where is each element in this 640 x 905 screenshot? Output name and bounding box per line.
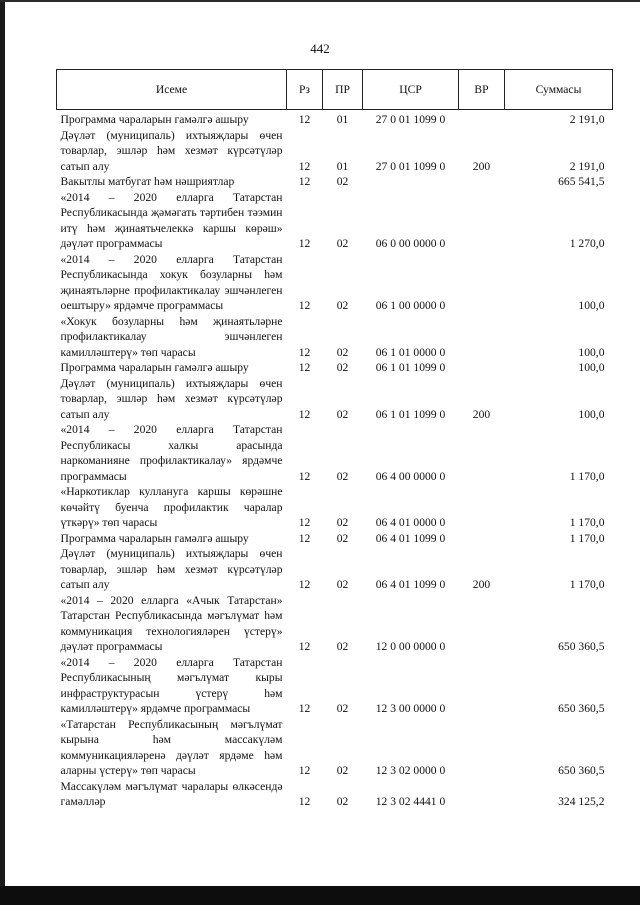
row-sum: 650 360,5	[558, 702, 605, 715]
scan-left-edge	[0, 0, 5, 905]
row-vr	[459, 593, 505, 655]
row-csr: 12 3 02 0000 0	[375, 764, 446, 777]
row-vr	[459, 422, 505, 484]
header-pr: ПР	[323, 70, 363, 110]
row-pr: 02	[336, 764, 349, 777]
row-rz: 12	[298, 345, 311, 359]
row-name: «2014 – 2020 елларга Татарстан Республикасының мәгълүмат кыры инфраструктурасын үстерү һәм камилләштерү» ярдәмче программасы	[60, 655, 283, 715]
row-vr	[459, 252, 505, 314]
table-row	[57, 314, 613, 361]
row-vr	[459, 779, 505, 810]
row-pr: 02	[336, 361, 349, 374]
row-rz: 12	[298, 516, 311, 529]
table-row	[57, 376, 613, 423]
row-csr	[363, 174, 459, 190]
row-vr: 200	[472, 578, 491, 591]
row-pr: 02	[336, 578, 349, 591]
row-csr: 06 4 00 0000 0	[375, 469, 446, 483]
row-name: «Татарстан Республикасының мәгълүмат кырына һәм массакүләм коммуникацияләренә дәүләт ярдәме һәм аларны үстерү» төп чарасы	[60, 717, 283, 777]
page-number: 442	[310, 41, 330, 56]
row-pr: 02	[336, 299, 349, 312]
row-sum: 2 191,0	[569, 113, 605, 126]
row-vr	[459, 655, 505, 717]
row-csr: 12 3 00 0000 0	[375, 702, 446, 715]
row-vr	[459, 110, 505, 128]
row-csr: 06 4 01 1099 0	[375, 531, 446, 545]
row-rz: 12	[298, 175, 311, 188]
row-rz: 12	[298, 159, 311, 173]
scan-top-edge	[0, 0, 640, 2]
row-pr: 02	[336, 795, 349, 808]
row-pr: 02	[336, 175, 349, 188]
row-vr	[459, 484, 505, 531]
row-name: «2014 – 2020 елларга Татарстан Республикасында хокук бозуларны һәм җинаятьләрне профилактикалау эшчәнлеген оештыру» ярдәмче программасы	[60, 252, 283, 312]
table-row	[57, 655, 613, 717]
row-pr: 01	[336, 113, 349, 126]
row-pr: 02	[336, 702, 349, 715]
table-row	[57, 110, 613, 128]
row-rz: 12	[298, 764, 311, 777]
table-row	[57, 422, 613, 484]
row-pr: 02	[336, 640, 349, 653]
row-vr	[459, 174, 505, 190]
row-csr: 06 0 00 0000 0	[375, 237, 446, 250]
row-sum: 1 170,0	[569, 469, 605, 483]
row-sum: 1 170,0	[569, 516, 605, 529]
row-rz: 12	[298, 469, 311, 483]
row-sum: 1 270,0	[569, 237, 605, 250]
row-name: Массакүләм мәгълүмат чаралары өлкәсендә гамәлләр	[60, 779, 283, 808]
row-vr	[459, 190, 505, 252]
row-sum: 100,0	[578, 345, 605, 359]
row-vr: 200	[472, 407, 491, 421]
table-row	[57, 252, 613, 314]
row-csr: 12 3 02 4441 0	[375, 795, 446, 808]
row-rz: 12	[298, 702, 311, 715]
row-csr: 06 1 00 0000 0	[375, 299, 446, 312]
table-header-row	[57, 70, 613, 110]
row-pr: 02	[336, 531, 349, 545]
row-sum: 100,0	[578, 299, 605, 312]
row-csr: 06 1 01 0000 0	[375, 345, 446, 359]
row-vr	[459, 360, 505, 376]
row-rz: 12	[298, 299, 311, 312]
row-pr: 02	[336, 345, 349, 359]
row-name: Программа чараларын гамәлгә ашыру	[60, 113, 249, 126]
row-pr: 01	[336, 159, 349, 173]
row-sum: 100,0	[578, 361, 605, 374]
row-name: Дәүләт (муниципаль) ихтыяҗлары өчен товарлар, эшләр һәм хезмәт күрсәтүләр сатып алу	[60, 376, 283, 421]
header-csr: ЦСР	[363, 70, 459, 110]
row-vr	[459, 717, 505, 779]
table-row	[57, 593, 613, 655]
row-rz: 12	[298, 578, 311, 591]
row-csr: 06 4 01 1099 0	[375, 578, 446, 591]
row-sum: 650 360,5	[558, 764, 605, 777]
row-csr: 06 1 01 1099 0	[375, 361, 446, 374]
table-row	[57, 779, 613, 810]
budget-table	[56, 69, 613, 810]
row-rz: 12	[298, 113, 311, 126]
row-sum: 1 170,0	[569, 578, 605, 591]
header-sum: Суммасы	[505, 70, 613, 110]
row-pr: 02	[336, 237, 349, 250]
table-row	[57, 484, 613, 531]
row-csr: 27 0 01 1099 0	[375, 159, 446, 173]
table-row	[57, 546, 613, 593]
scan-bottom-edge	[0, 886, 640, 905]
table-row	[57, 531, 613, 547]
row-sum: 665 541,5	[558, 175, 605, 188]
row-name: Программа чараларын гамәлгә ашыру	[60, 531, 249, 545]
row-sum: 324 125,2	[558, 795, 605, 808]
row-sum: 1 170,0	[569, 531, 605, 545]
table-row	[57, 717, 613, 779]
row-rz: 12	[298, 407, 311, 421]
row-csr: 06 1 01 1099 0	[375, 407, 446, 421]
row-name: Программа чараларын гамәлгә ашыру	[60, 361, 249, 374]
row-csr: 12 0 00 0000 0	[375, 640, 446, 653]
row-rz: 12	[298, 237, 311, 250]
row-name: Дәүләт (муниципаль) ихтыяҗлары өчен товарлар, эшләр һәм хезмәт күрсәтүләр сатып алу	[60, 128, 283, 173]
row-name: «Наркотиклар куллануга каршы көрәшне көчәйтү буенча профилактик чаралар үткәрү» төп чарасы	[60, 485, 283, 529]
row-vr	[459, 531, 505, 547]
row-pr: 02	[336, 516, 349, 529]
row-rz: 12	[298, 640, 311, 653]
header-vr: ВР	[459, 70, 505, 110]
row-vr	[459, 314, 505, 361]
row-sum: 650 360,5	[558, 640, 605, 653]
header-name: Исеме	[57, 70, 287, 110]
row-name: Вакытлы матбугат һәм нәшриятлар	[60, 175, 235, 188]
row-rz: 12	[298, 795, 311, 808]
row-rz: 12	[298, 361, 311, 374]
table-row	[57, 128, 613, 175]
row-name: «2014 – 2020 елларга Татарстан Республикасында җәмәгать тәртибен тәэмин итү һәм җинаятьчелеккә каршы көрәш» дәүләт программасы	[60, 190, 283, 250]
row-name: Дәүләт (муниципаль) ихтыяҗлары өчен товарлар, эшләр һәм хезмәт күрсәтүләр сатып алу	[60, 547, 283, 591]
header-rz: Рз	[287, 70, 323, 110]
row-name: «Хокук бозуларны һәм җинаятьләрне профилактикалау эшчәнлеген камилләштерү» төп чарасы	[60, 314, 283, 359]
row-csr: 06 4 01 0000 0	[375, 516, 446, 529]
table-row	[57, 360, 613, 376]
row-csr: 27 0 01 1099 0	[375, 113, 446, 126]
row-name: «2014 – 2020 елларга Татарстан Республикасы халкы арасында наркоманияне профилактикалау» ярдәмче программасы	[60, 423, 283, 483]
row-rz: 12	[298, 531, 311, 545]
row-pr: 02	[336, 407, 349, 421]
row-pr: 02	[336, 469, 349, 483]
row-sum: 100,0	[578, 407, 605, 421]
row-name: «2014 – 2020 елларга «Ачык Татарстан» Татарстан Республикасында мәгълүмат һәм коммуникация технологияләрен үстерү» дәүләт программасы	[60, 593, 283, 653]
table-row	[57, 190, 613, 252]
row-vr: 200	[472, 159, 491, 173]
row-sum: 2 191,0	[569, 159, 605, 173]
table-row	[57, 174, 613, 190]
